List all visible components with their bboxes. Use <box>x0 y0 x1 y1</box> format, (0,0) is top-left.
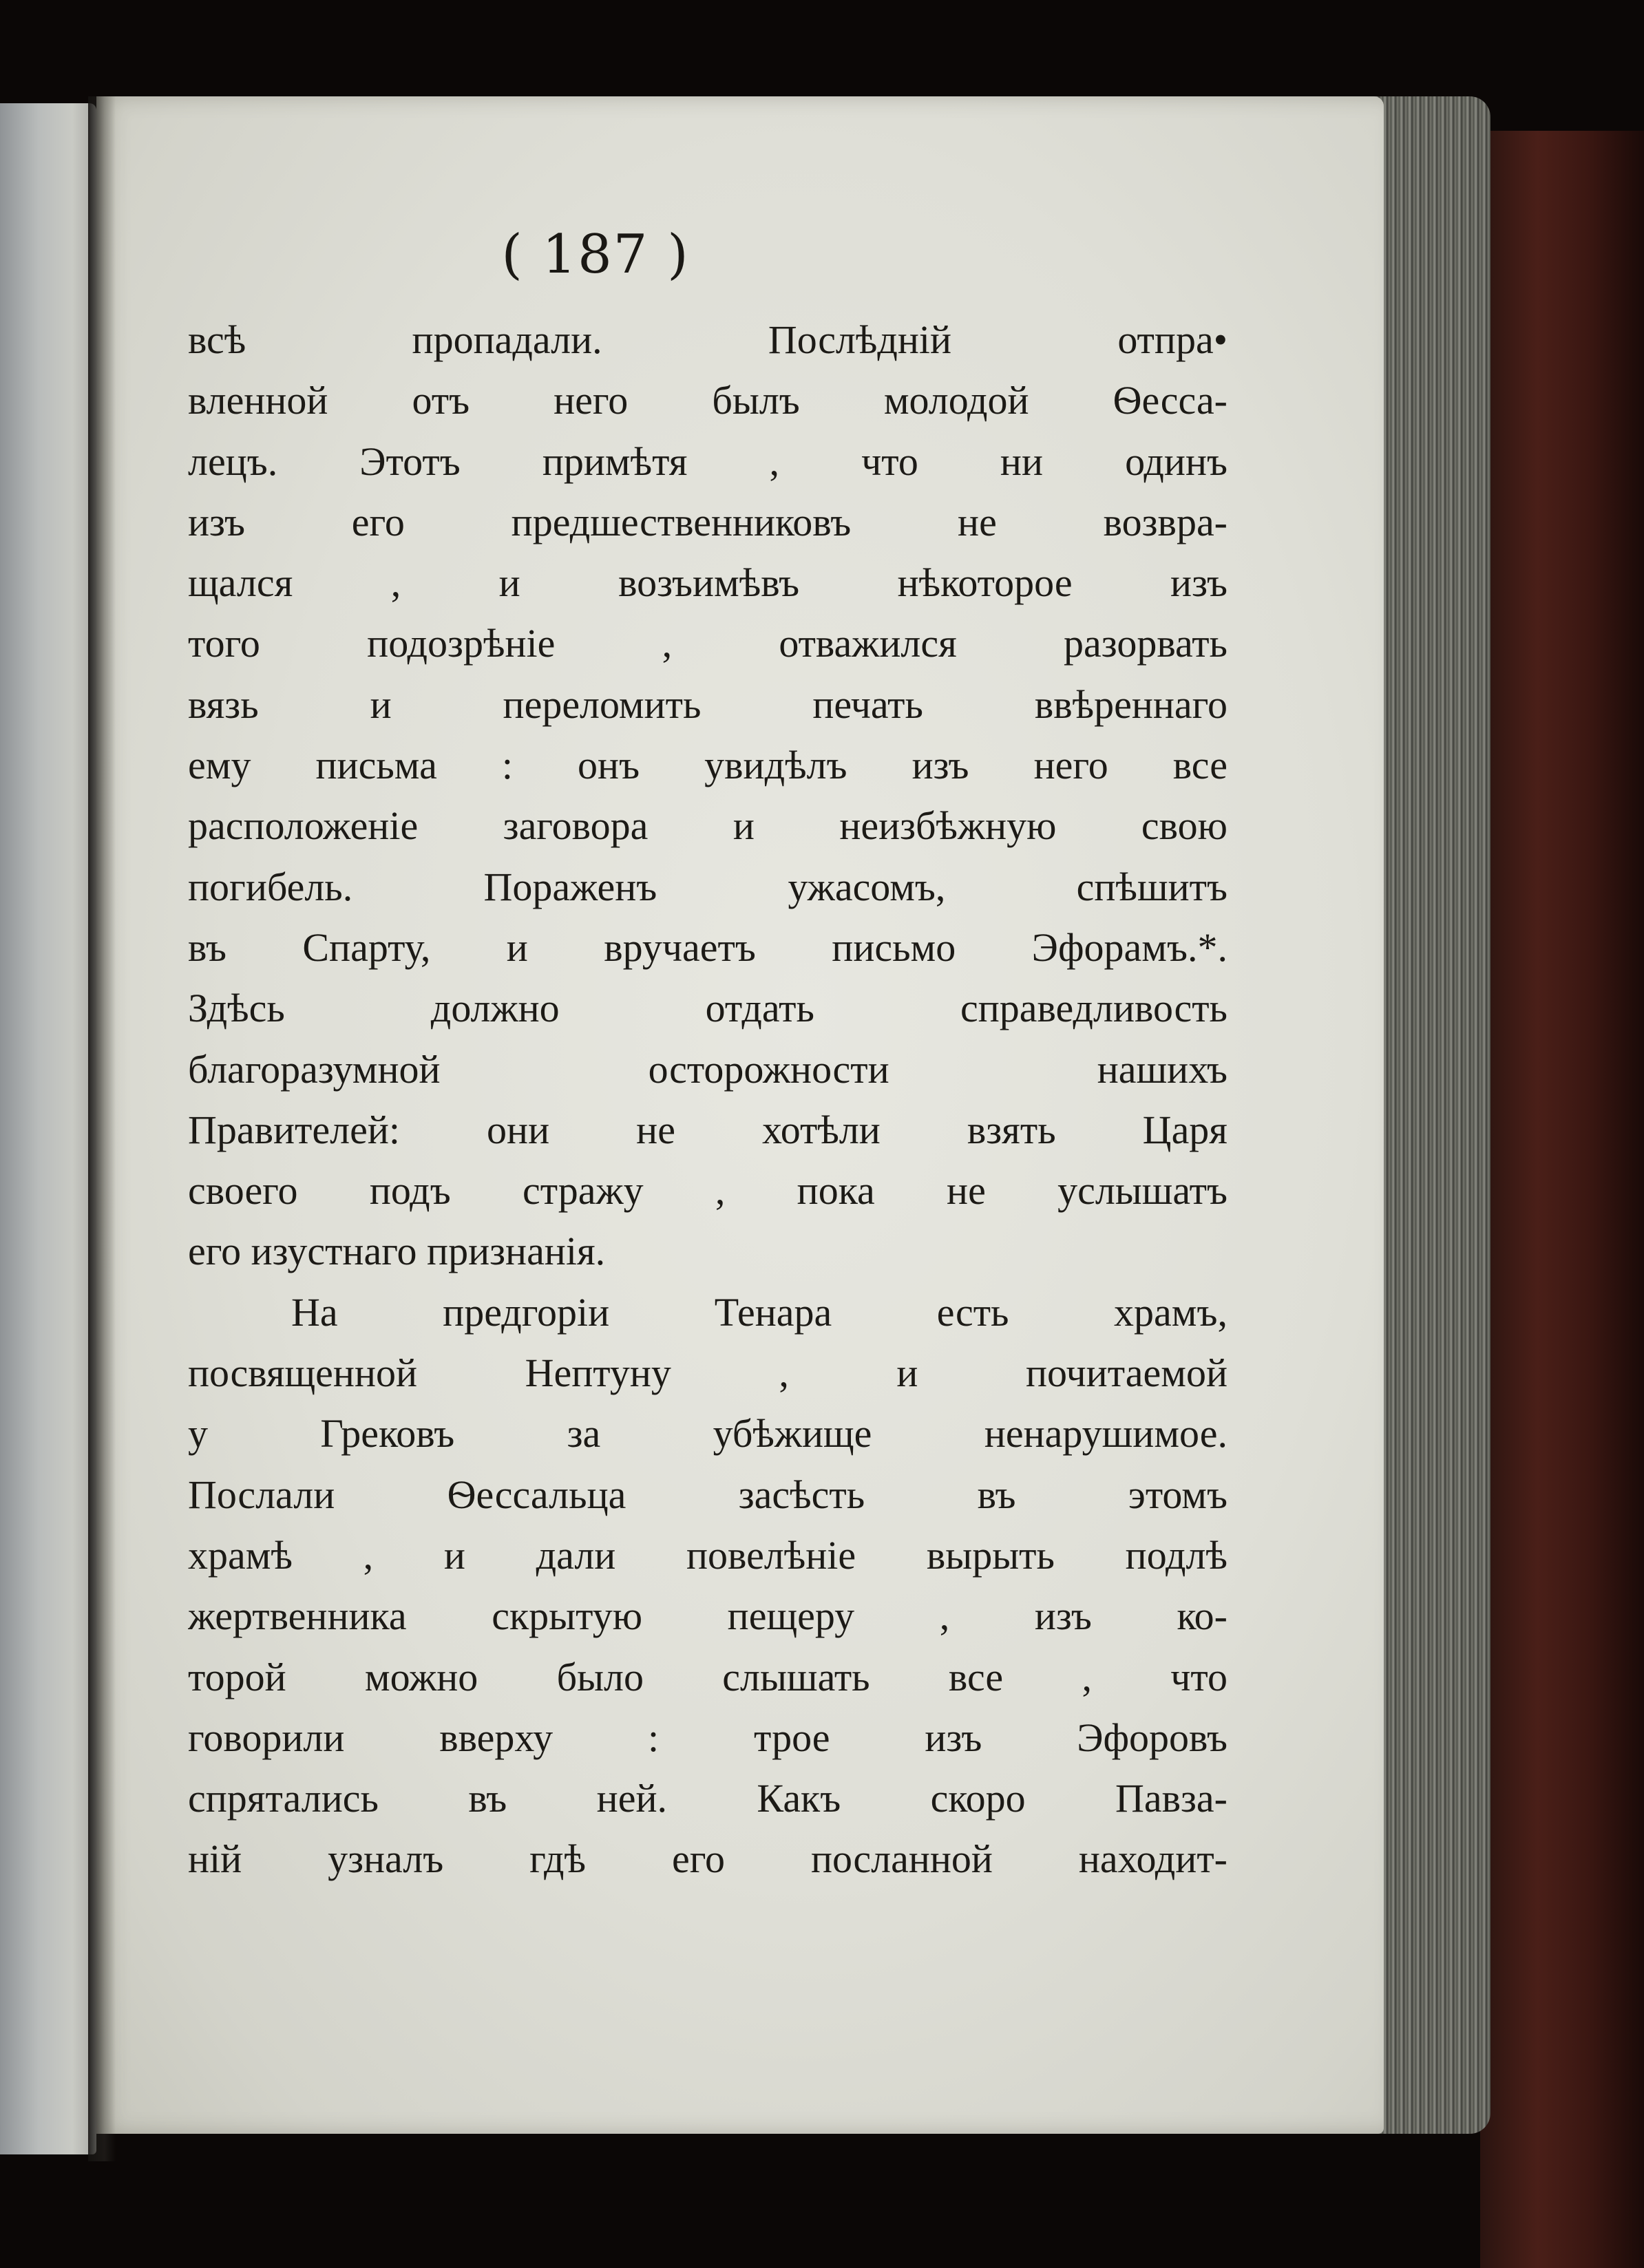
text-line: изъ его предшественниковъ не возвра- <box>188 499 1227 544</box>
text-line: лецъ. Этотъ примѣтя , что ни одинъ <box>188 438 1227 484</box>
text-line: жертвенника скрытую пещеру , изъ ко- <box>188 1593 1227 1639</box>
body-text <box>188 310 1227 1890</box>
text-line: погибель. Пораженъ ужасомъ, спѣшитъ <box>188 864 1227 909</box>
text-line: говорили вверху : трое изъ Эфоровъ <box>188 1715 1227 1760</box>
text-line: его изустнаго признанія. <box>188 1229 606 1274</box>
text-line: храмѣ , и дали повелѣніе вырыть подлѣ <box>188 1532 1227 1578</box>
text-line: щался , и возъимѣвъ нѣкоторое изъ <box>188 560 1227 606</box>
text-line: своего подъ стражу , пока не услышатъ <box>188 1168 1227 1214</box>
text-line: Правителей: они не хотѣли взять Царя <box>188 1107 1227 1152</box>
text-line: того подозрѣніе , отважился разорвать <box>188 621 1227 666</box>
text-line: На предгоріи Тенара есть храмъ, <box>291 1289 1227 1335</box>
text-line: Здѣсь должно отдать справедливость <box>188 986 1227 1031</box>
text-line: спрятались въ ней. Какъ скоро Павза- <box>188 1776 1227 1821</box>
text-line: ній узналъ гдѣ его посланной находит- <box>188 1836 1227 1882</box>
book-page <box>96 96 1384 2134</box>
text-line: у Грековъ за убѣжище ненарушимое. <box>188 1411 1227 1456</box>
text-line: расположеніе заговора и неизбѣжную свою <box>188 803 1227 849</box>
text-line: вленной отъ него былъ молодой Ѳесса- <box>188 378 1227 423</box>
text-line: торой можно было слышать все , что <box>188 1654 1227 1699</box>
text-line: всѣ пропадали. Послѣдній отпра• <box>188 317 1227 362</box>
text-line: ему письма : онъ увидѣлъ изъ него все <box>188 743 1227 788</box>
text-line: Послали Ѳессальца засѣсть въ этомъ <box>188 1472 1227 1517</box>
text-line: благоразумной осторожности нашихъ <box>188 1046 1227 1092</box>
page-block-edge <box>1367 96 1490 2134</box>
text-line: въ Спарту, и вручаетъ письмо Эфорамъ.*. <box>188 924 1227 970</box>
previous-page-edge <box>0 103 96 2154</box>
gutter-shadow <box>88 96 116 2161</box>
book-cover <box>1480 131 1644 2268</box>
text-line: вязь и переломить печать ввѣреннаго <box>188 681 1227 727</box>
text-line: посвященной Нептуну , и почитаемой <box>188 1350 1227 1396</box>
page-number: ( 187 ) <box>501 224 690 286</box>
